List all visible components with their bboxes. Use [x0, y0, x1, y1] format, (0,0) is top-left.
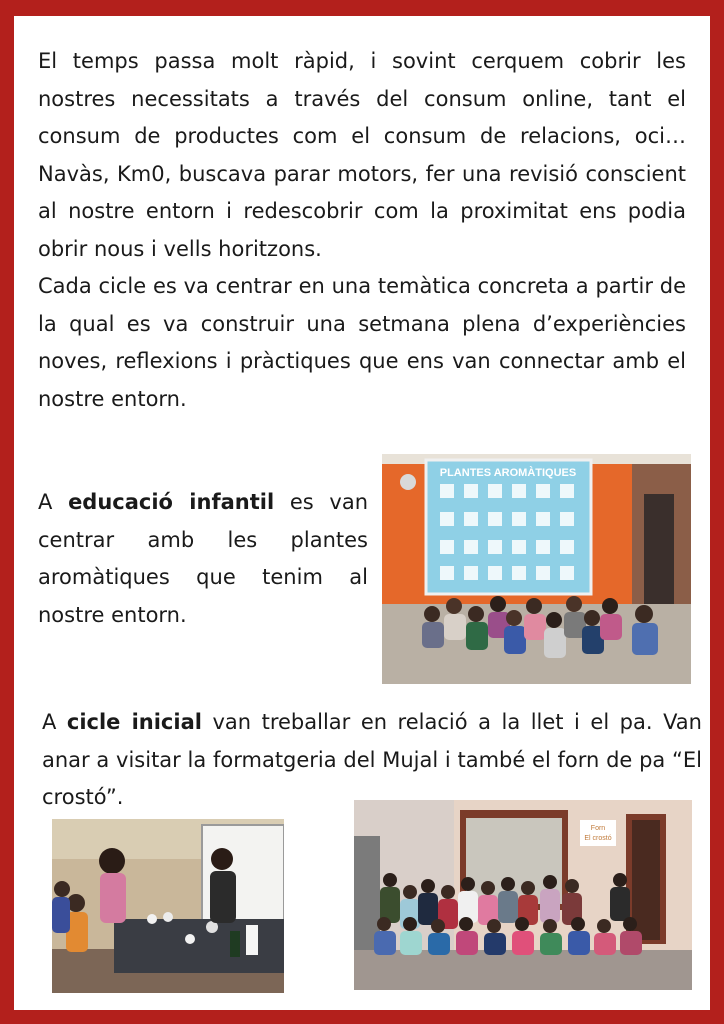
photo-bakery-visit [354, 800, 692, 990]
bakery-sign-line-1: Forn [590, 825, 606, 832]
intro-paragraph-1: El temps passa molt ràpid, i sovint cerquem cobrir les nostres necessitats a través del consum online, tant el consum de productes com el consum de relacions, oci… Navàs, Km0, buscava parar motors, fer una revisió conscient al nostre entorn i redescobrir com la proximitat ens podia obrir nous i vells horitzons. [38, 49, 686, 261]
inicial-prefix: A [42, 710, 67, 734]
inicial-rest: van treballar en relació a la llet i el pa. Van anar a visitar la formatgeria del Mujal i també el forn de pa “El crostó”. [42, 710, 702, 809]
infantil-prefix: A [38, 490, 69, 514]
intro-paragraph-2: Cada cicle es va centrar en una temàtica concreta a partir de la qual es va construir una setmana plena d’experiències noves, reflexions i pràctiques que ens van connectar amb el nostre entorn. [38, 274, 686, 411]
bakery-sign-line-2: El crostó [584, 835, 612, 842]
infantil-rest: es van centrar amb les plantes aromàtiques que tenim al nostre entorn. [38, 490, 368, 627]
inicial-bold: cicle inicial [66, 710, 202, 734]
intro-text [38, 43, 686, 418]
infantil-text [38, 484, 368, 634]
photo-aromatic-plants-class [382, 454, 691, 684]
infantil-bold: educació infantil [68, 490, 275, 514]
aromatics-banner-text: PLANTES AROMÀTIQUES [439, 467, 577, 479]
page [14, 16, 710, 1010]
photo-cheese-workshop [52, 819, 284, 993]
